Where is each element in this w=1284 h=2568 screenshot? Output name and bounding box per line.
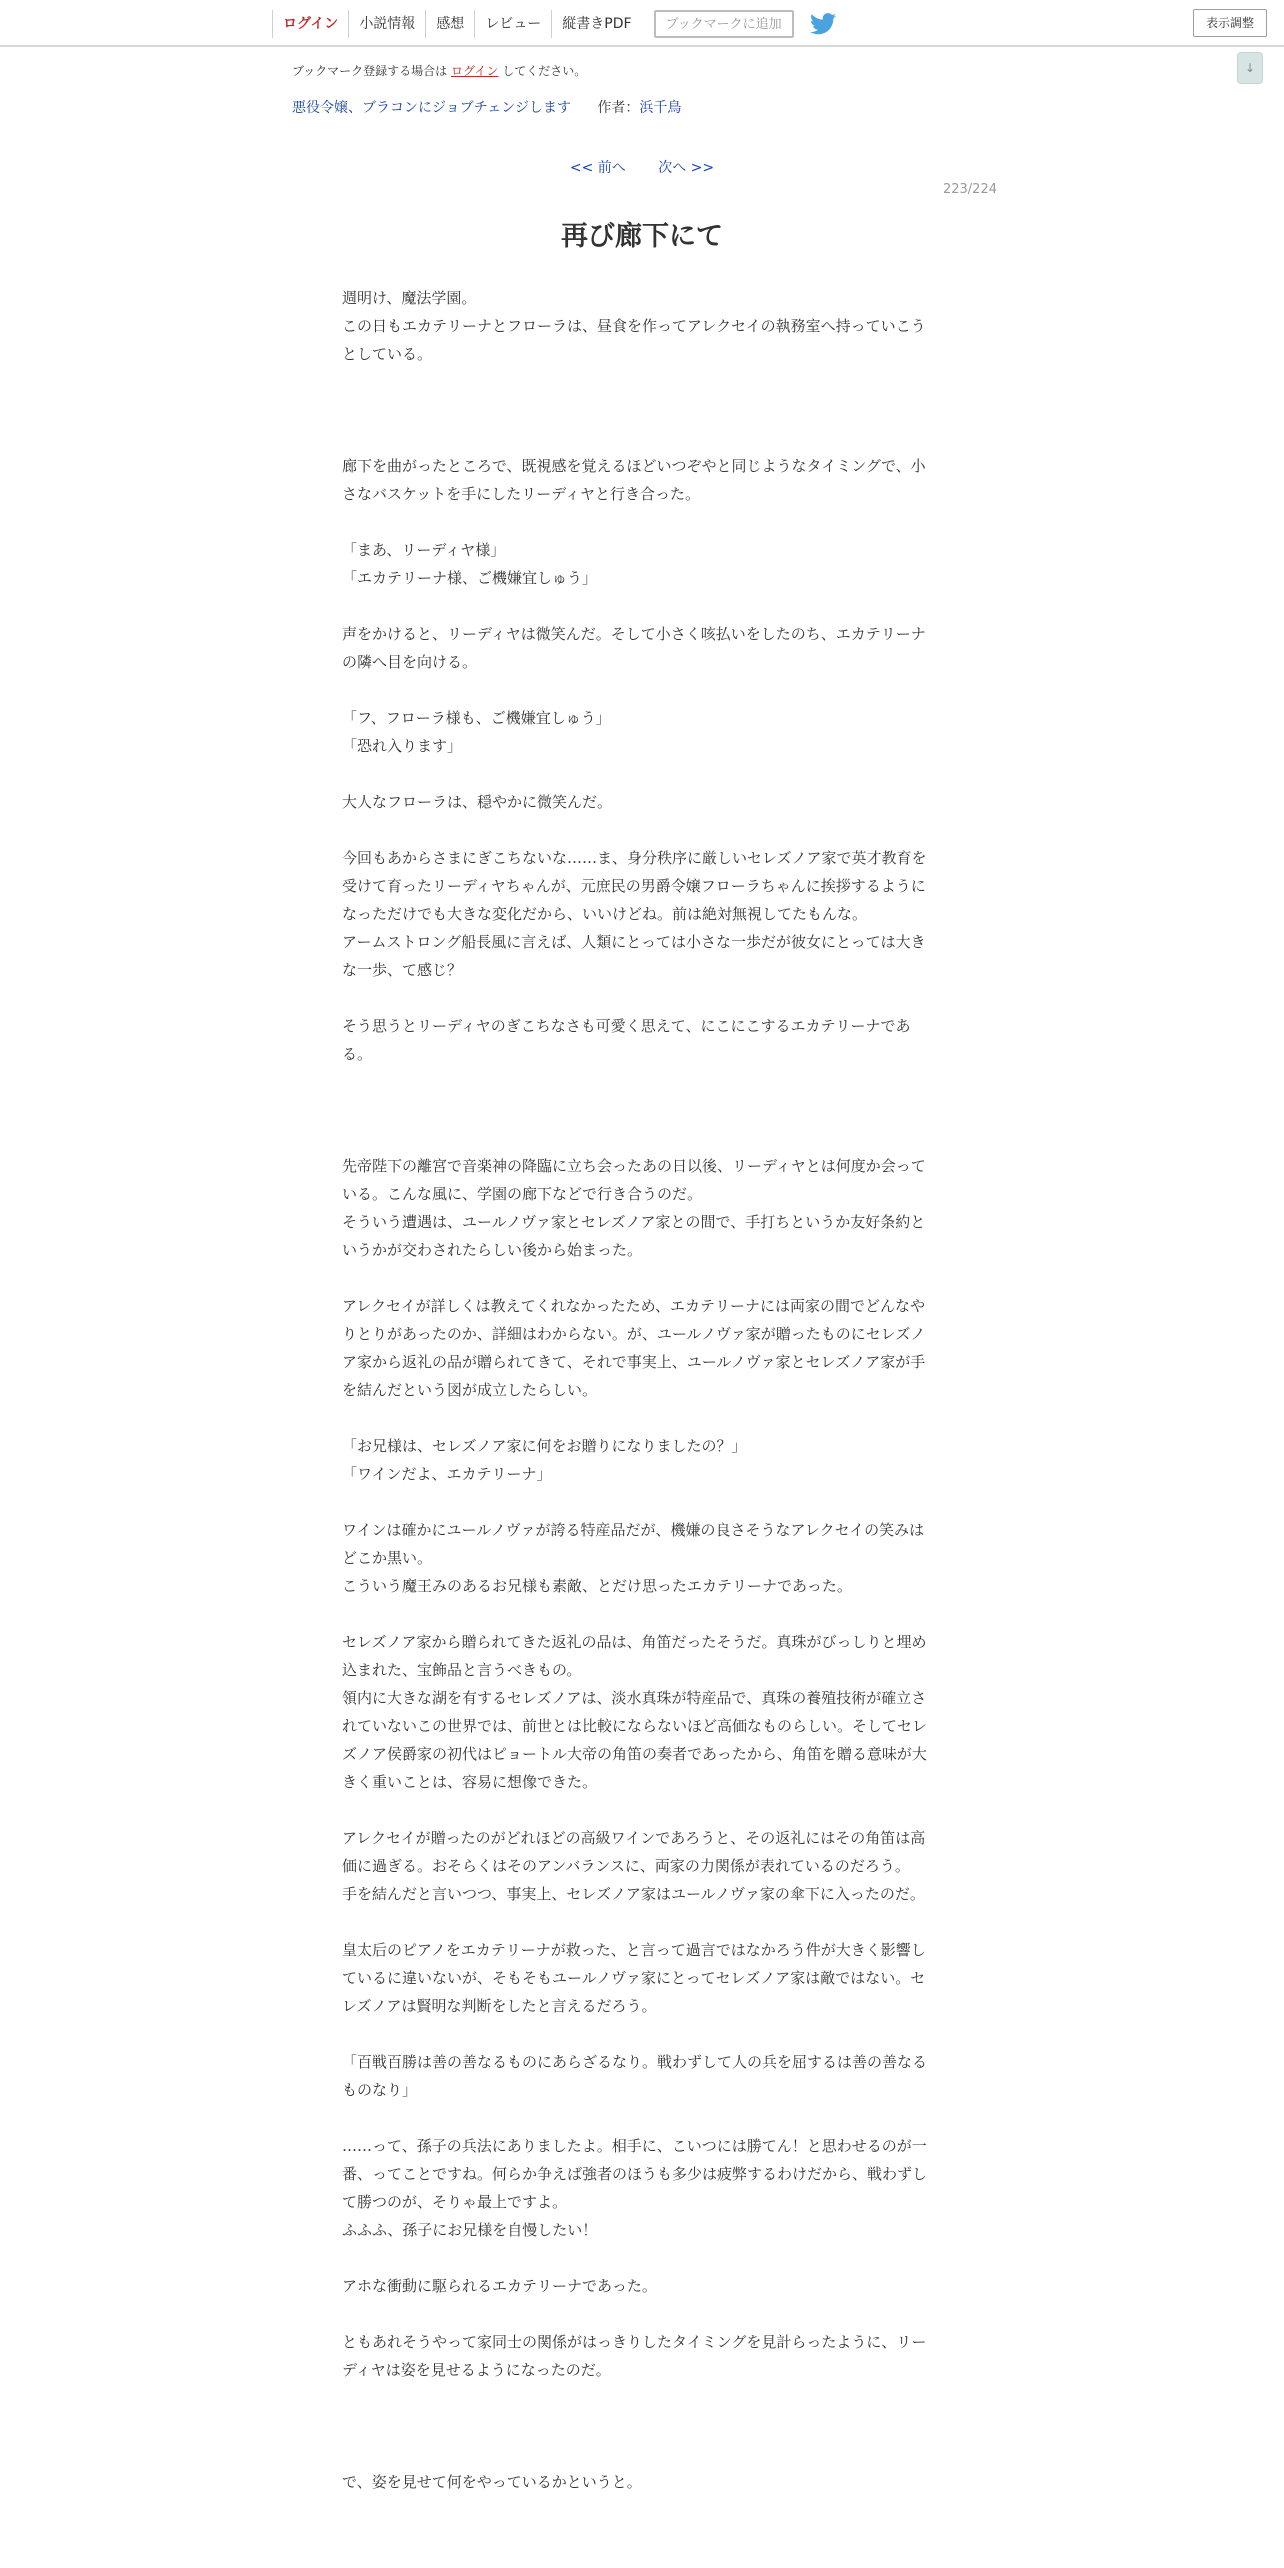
author-link[interactable]: 浜千鳥 — [639, 100, 682, 116]
prev-chapter-link[interactable]: << 前へ — [569, 160, 626, 176]
novel-line: 「エカテリーナ様、ご機嫌宜しゅう」 — [342, 569, 598, 587]
novel-line — [342, 816, 936, 844]
novel-line — [342, 1404, 936, 1432]
series-info — [292, 97, 681, 117]
novel-line: そう思うとリーディヤのぎこちなさも可愛く思えて、にこにこするエカテリーナである。 — [342, 1017, 911, 1063]
novel-line: 大人なフローラは、穏やかに微笑んだ。 — [342, 793, 613, 811]
nav-login[interactable]: ログイン — [272, 10, 348, 38]
novel-line — [342, 368, 936, 396]
display-settings-button[interactable]: 表示調整 — [1193, 9, 1267, 37]
novel-line: 領内に大きな湖を有するセレズノアは、淡水真珠が特産品で、真珠の養殖技術が確立されていないこの世界では、前世とは比較にならないほど高価なものらしい。そしてセレズノア侯爵家の初代はピョートル大帝の角笛の奏者であったから、角笛を贈る意味が大きく重いことは、容易に想像できた。 — [342, 1689, 928, 1791]
twitter-icon[interactable] — [810, 13, 836, 35]
novel-line — [342, 760, 936, 788]
scroll-down-button[interactable]: ↓ — [1237, 52, 1263, 84]
novel-line: 声をかけると、リーディヤは微笑んだ。そして小さく咳払いをしたのち、エカテリーナの隣へ目を向ける。 — [342, 625, 926, 671]
next-chapter-link[interactable]: 次へ >> — [658, 160, 715, 176]
novel-line: アームストロング船長風に言えば、人類にとっては小さな一歩だが彼女にとっては大きな一歩、て感じ？ — [342, 933, 926, 979]
novel-line — [342, 1908, 936, 1936]
novel-line: 手を結んだと言いつつ、事実上、セレズノア家はユールノヴァ家の傘下に入ったのだ。 — [342, 1885, 925, 1903]
novel-line — [342, 2104, 936, 2132]
novel-line: 先帝陛下の離宮で音楽神の降臨に立ち会ったあの日以後、リーディヤとは何度か会っている。こんな風に、学園の廊下などで行き合うのだ。 — [342, 1157, 926, 1203]
top-nav — [272, 8, 836, 40]
nav-impressions[interactable]: 感想 — [425, 10, 474, 38]
novel-line: そういう遭遇は、ユールノヴァ家とセレズノア家との間で、手打ちというか友好条約というかが交わされたらしい後から始まった。 — [342, 1213, 926, 1259]
notice-login-link[interactable]: ログイン — [451, 64, 499, 78]
novel-line — [342, 396, 936, 424]
notice-text-after: してください。 — [502, 64, 587, 78]
novel-line: 週明け、魔法学園。 — [342, 289, 477, 307]
novel-line — [342, 2384, 936, 2412]
series-title-link[interactable]: 悪役令嬢、ブラコンにジョブチェンジします — [292, 100, 571, 116]
nav-vertical-pdf[interactable]: 縦書きPDF — [551, 10, 641, 38]
novel-line: 「お兄様は、セレズノア家に何をお贈りになりましたの？」 — [342, 1437, 747, 1455]
novel-line: ……って、孫子の兵法にありましたよ。相手に、こいつには勝てん！と思わせるのが一番、ってことですね。何らか争えば強者のほうも多少は疲弊するわけだから、戦わずして勝つのが、そりゃ最上ですよ。 — [342, 2137, 928, 2211]
novel-line: こういう魔王みのあるお兄様も素敵、とだけ思ったエカテリーナであった。 — [342, 1577, 852, 1595]
novel-line — [342, 2300, 936, 2328]
add-bookmark-button[interactable]: ブックマークに追加 — [654, 10, 794, 38]
novel-line: 「ワインだよ、エカテリーナ」 — [342, 1465, 552, 1483]
novel-line: アレクセイが詳しくは教えてくれなかったため、エカテリーナには両家の間でどんなやりとりがあったのか、詳細はわからない。が、ユールノヴァ家が贈ったものにセレズノア家から返礼の品が贈られてきて、それで事実上、ユールノヴァ家とセレズノア家が手を結んだという図が成立したらしい。 — [342, 1297, 926, 1399]
novel-line — [342, 984, 936, 1012]
novel-line: ワインは確かにユールノヴァが誇る特産品だが、機嫌の良さそうなアレクセイの笑みはどこか黒い。 — [342, 1521, 925, 1567]
novel-body — [342, 284, 936, 2496]
novel-line: アレクセイが贈ったのがどれほどの高級ワインであろうと、その返礼にはその角笛は高価に過ぎる。おそらくはそのアンバランスに、両家の力関係が表れているのだろう。 — [342, 1829, 926, 1875]
novel-line — [342, 2244, 936, 2272]
chapter-pager — [0, 157, 1284, 177]
author-label: 作者： — [597, 100, 640, 116]
novel-line — [342, 1488, 936, 1516]
novel-line: 廊下を曲がったところで、既視感を覚えるほどいつぞやと同じようなタイミングで、小さなバスケットを手にしたリーディヤと行き合った。 — [342, 457, 926, 503]
nav-novel-info[interactable]: 小説情報 — [348, 10, 425, 38]
novel-line: セレズノア家から贈られてきた返礼の品は、角笛だったそうだ。真珠がびっしりと埋め込まれた、宝飾品と言うべきもの。 — [342, 1633, 927, 1679]
novel-line — [342, 676, 936, 704]
novel-line: 「まあ、リーディヤ様」 — [342, 541, 506, 559]
novel-line: で、姿を見せて何をやっているかというと。 — [342, 2473, 642, 2491]
novel-line: 「フ、フローラ様も、ご機嫌宜しゅう」 — [342, 709, 611, 727]
novel-line: アホな衝動に駆られるエカテリーナであった。 — [342, 2277, 657, 2295]
bookmark-login-notice — [292, 62, 586, 79]
novel-line: ともあれそうやって家同士の関係がはっきりしたタイミングを見計らったように、リーディヤは姿を見せるようになったのだ。 — [342, 2333, 927, 2379]
novel-line — [342, 1096, 936, 1124]
novel-line — [342, 592, 936, 620]
novel-line — [342, 424, 936, 452]
novel-line: この日もエカテリーナとフローラは、昼食を作ってアレクセイの執務室へ持っていこうとしている。 — [342, 317, 926, 363]
novel-line — [342, 508, 936, 536]
novel-line: ふふふ、孫子にお兄様を自慢したい！ — [342, 2221, 598, 2239]
novel-line — [342, 1124, 936, 1152]
novel-line — [342, 1068, 936, 1096]
novel-line: 「恐れ入ります」 — [342, 737, 463, 755]
header-bar — [0, 0, 1284, 47]
chapter-title: 再び廊下にて — [561, 221, 723, 252]
nav-review[interactable]: レビュー — [474, 10, 551, 38]
novel-line: 皇太后のピアノをエカテリーナが救った、と言って過言ではなかろう件が大きく影響しているに違いないが、そもそもユールノヴァ家にとってセレズノア家は敵ではない。セレズノアは賢明な判断をしたと言えるだろう。 — [342, 1941, 926, 2015]
novel-line — [342, 1600, 936, 1628]
novel-line — [342, 2440, 936, 2468]
novel-line — [342, 1264, 936, 1292]
novel-line — [342, 2412, 936, 2440]
notice-text-before: ブックマーク登録する場合は — [292, 64, 448, 78]
novel-line — [342, 2020, 936, 2048]
novel-line: 「百戦百勝は善の善なるものにあらざるなり。戦わずして人の兵を屈するは善の善なるものなり」 — [342, 2053, 928, 2099]
novel-line — [342, 1796, 936, 1824]
novel-line: 今回もあからさまにぎこちないな……ま、身分秩序に厳しいセレズノア家で英才教育を受けて育ったリーディヤちゃんが、元庶民の男爵令嬢フローラちゃんに挨拶するようになっただけでも大きな変化だから、いいけどね。前は絶対無視してたもんな。 — [342, 849, 927, 923]
chapter-number: 223/224 — [942, 182, 997, 197]
